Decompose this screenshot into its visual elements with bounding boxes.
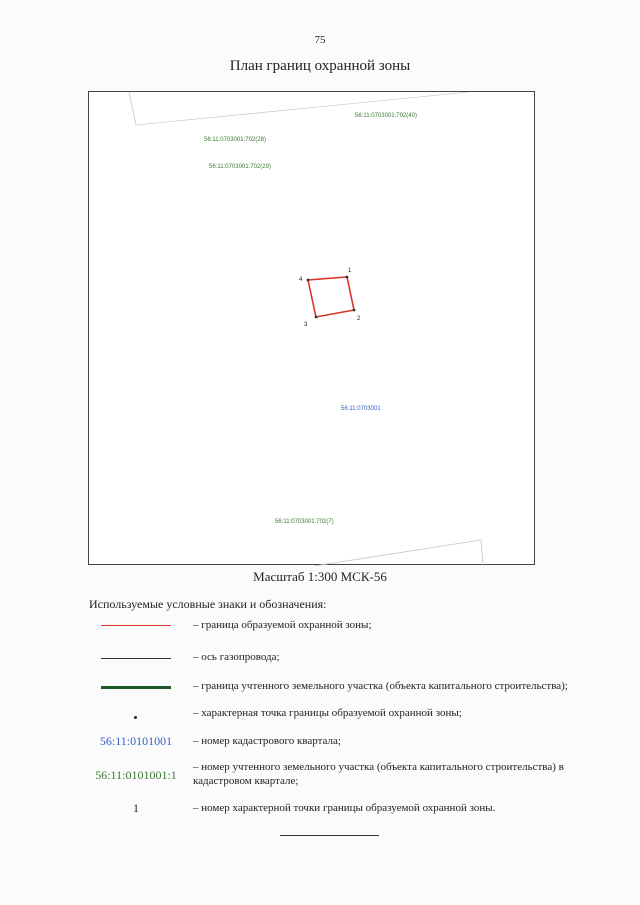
parcel-boundary-line xyxy=(314,540,481,566)
legend-desc-gas-axis: – ось газопровода; xyxy=(193,651,280,663)
parcel-boundary-line xyxy=(129,92,136,125)
legend-heading: Используемые условные знаки и обозначения: xyxy=(89,597,327,611)
point-number-symbol: 1 xyxy=(133,801,139,815)
point-number: 2 xyxy=(357,316,361,322)
parcel-boundary-line xyxy=(481,540,483,566)
quarter-number-symbol: 56:11:0101001 xyxy=(99,734,173,748)
parcel-label: 56:11:0703001:702(40) xyxy=(355,113,417,119)
legend-desc-zone-boundary: – граница образуемой охранной зоны; xyxy=(193,619,372,631)
parcel-label: 56:11:0703001:702(7) xyxy=(275,519,334,525)
boundary-point xyxy=(315,316,318,319)
point-number: 3 xyxy=(304,322,308,328)
map-frame xyxy=(88,91,535,565)
boundary-point-symbol xyxy=(134,716,137,719)
quarter-label: 56:11:0703001 xyxy=(341,406,381,412)
legend-desc-parcel-number: – номер учтенного земельного участка (объекта капитального строительства) в кадастровом квартале; xyxy=(193,761,564,787)
point-number: 4 xyxy=(299,277,303,283)
page-number: 75 xyxy=(314,34,326,46)
parcel-label: 56:11:0703001:702(29) xyxy=(209,164,271,170)
parcel-boundary-symbol xyxy=(101,686,171,689)
parcel-boundary-line xyxy=(136,92,469,125)
gas-axis-symbol xyxy=(101,658,171,659)
legend-desc-quarter-number: – номер кадастрового квартала; xyxy=(193,735,341,747)
footer-rule xyxy=(280,835,379,836)
boundary-point xyxy=(353,309,356,312)
parcel-number-symbol: 56:11:0101001:1 xyxy=(95,768,177,782)
point-number: 1 xyxy=(348,268,352,274)
protection-zone-boundary xyxy=(308,277,354,317)
zone-boundary-symbol xyxy=(101,625,171,626)
legend-desc-point-number: – номер характерной точки границы образуемой охранной зоны. xyxy=(193,802,496,814)
boundary-plan-map xyxy=(89,92,536,566)
scale-caption: Масштаб 1:300 МСК-56 xyxy=(253,569,387,584)
legend-desc-parcel-boundary: – граница учтенного земельного участка (объекта капитального строительства); xyxy=(193,680,568,692)
boundary-point xyxy=(346,276,349,279)
boundary-point xyxy=(307,279,310,282)
legend-desc-boundary-point: – характерная точка границы образуемой охранной зоны; xyxy=(193,707,462,719)
parcel-label: 56:11:0703001:702(28) xyxy=(204,137,266,143)
page-title: План границ охранной зоны xyxy=(229,58,411,74)
